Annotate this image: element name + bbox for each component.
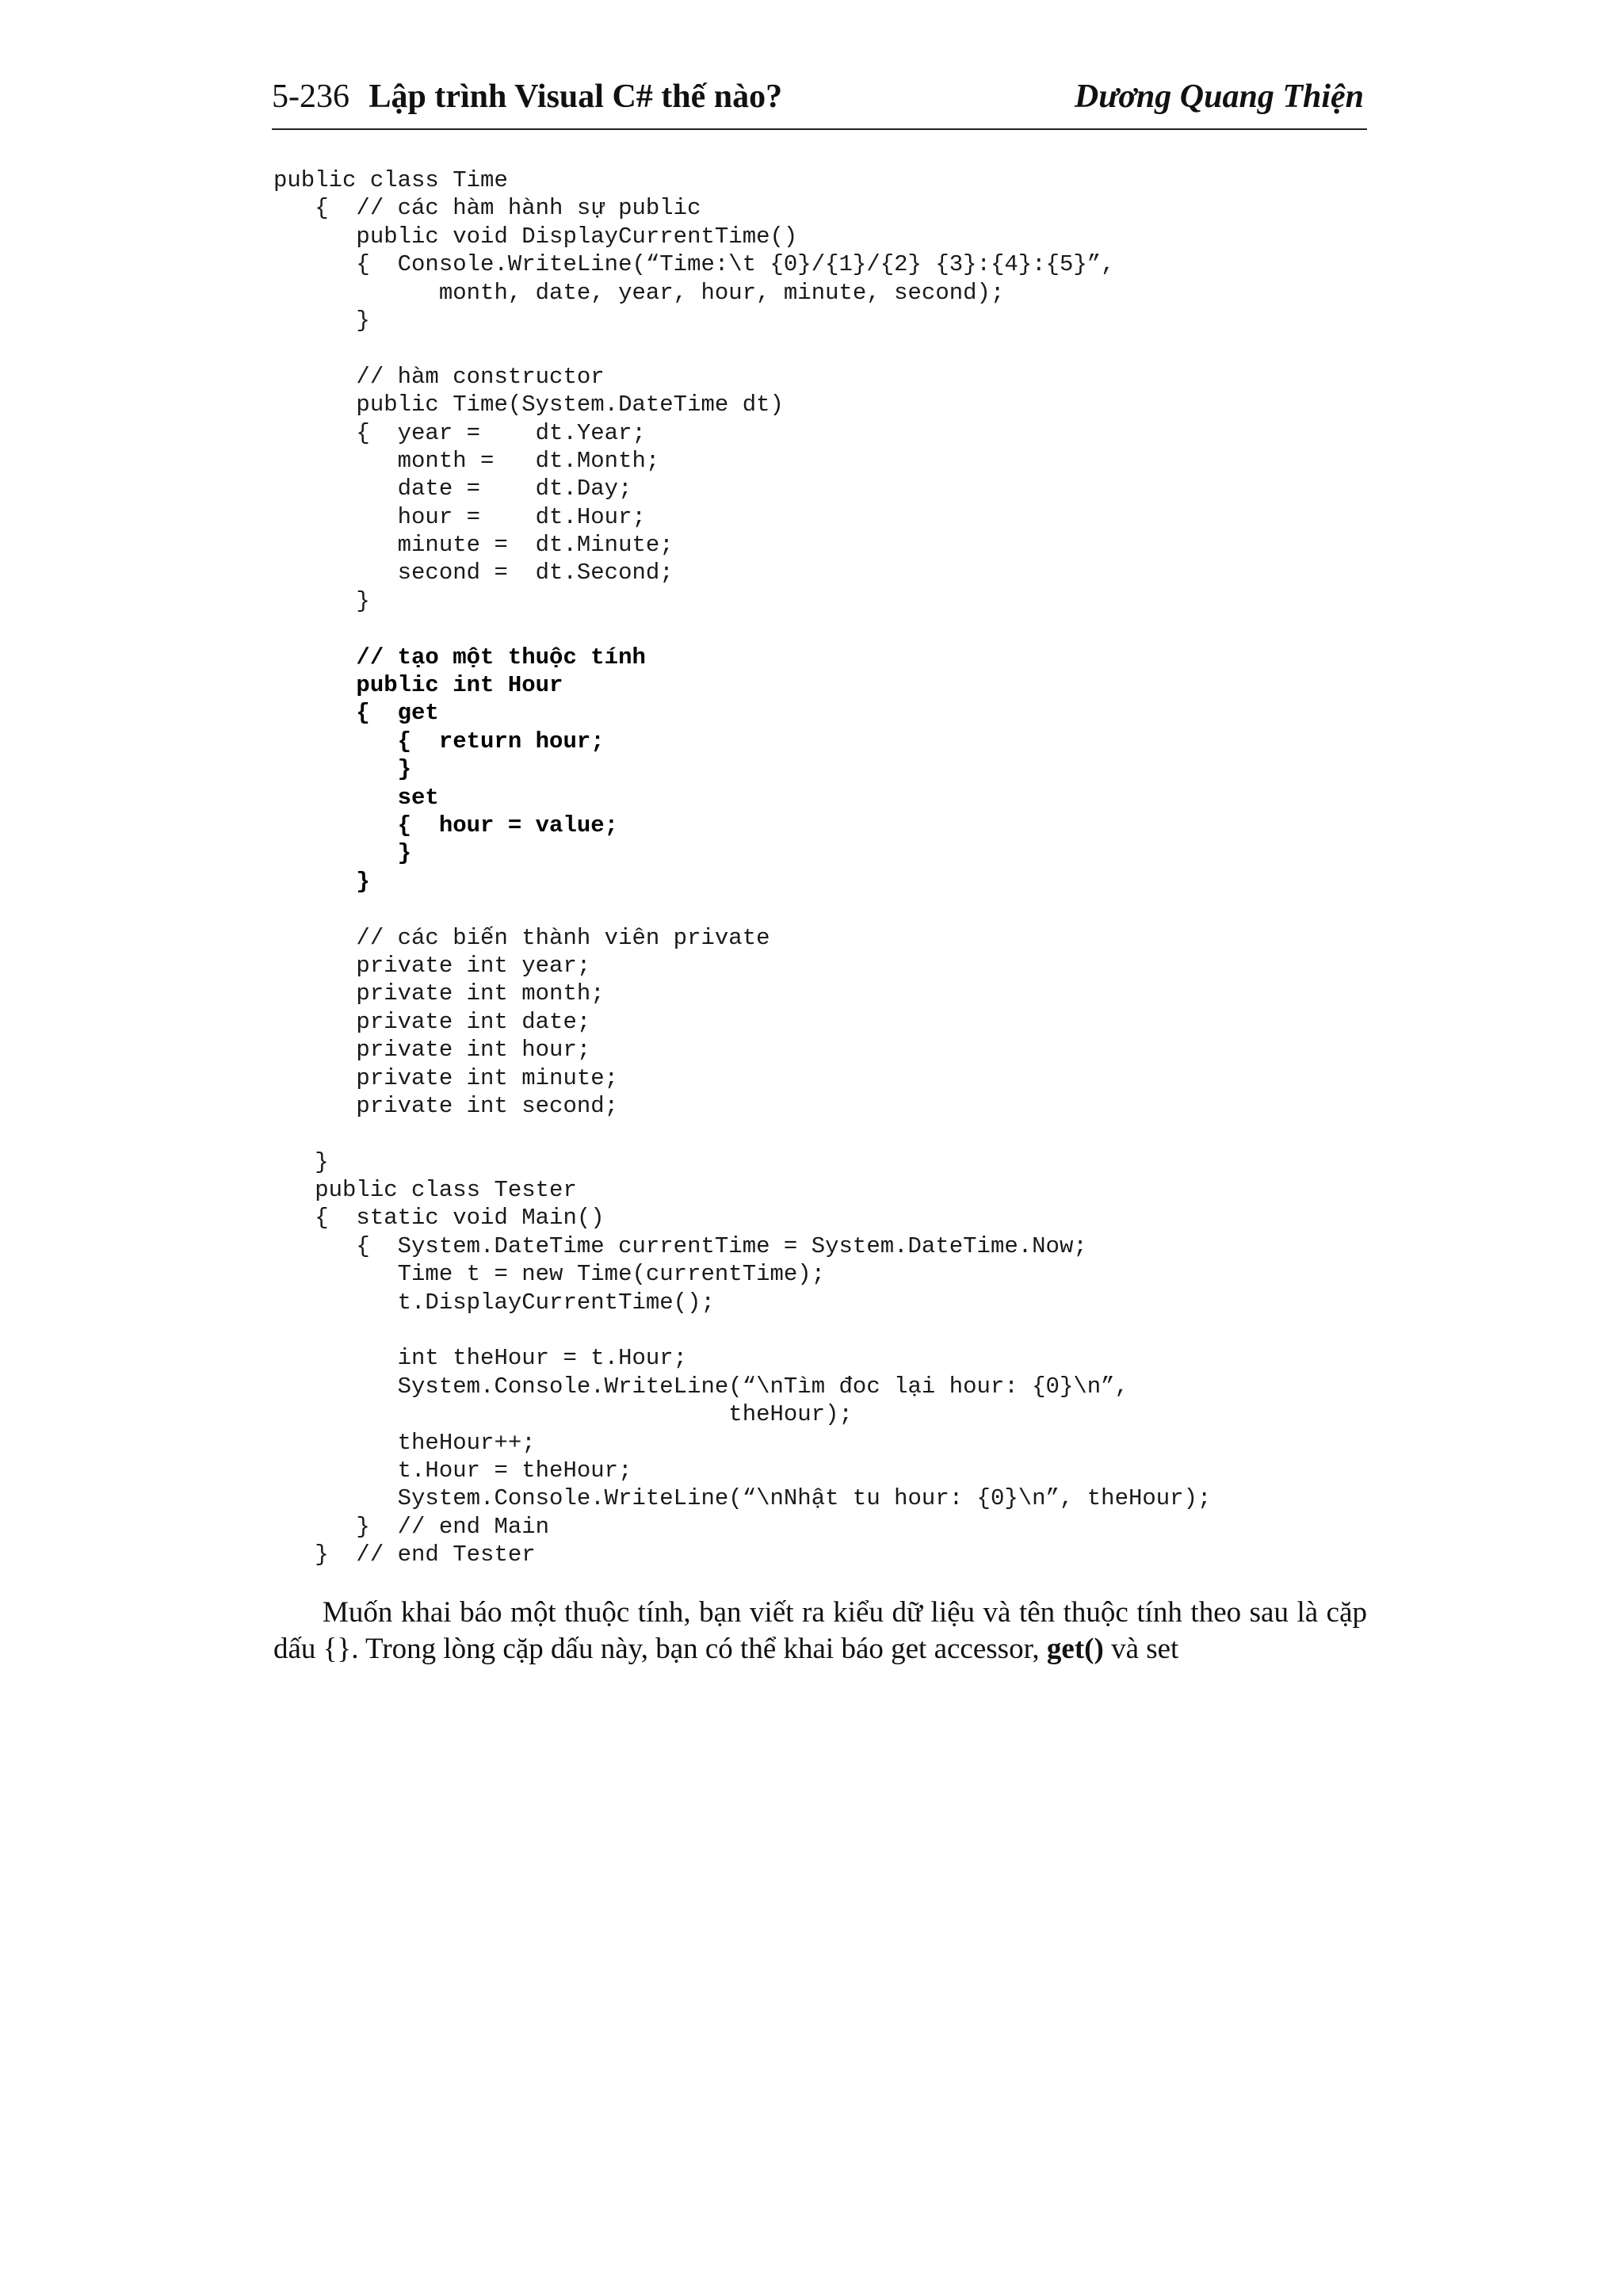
code-line: } (273, 307, 370, 334)
code-line: minute = dt.Minute; (273, 532, 674, 559)
code-line: private int second; (273, 1092, 619, 1119)
code-line: Time t = new Time(currentTime); (273, 1261, 826, 1288)
code-line: System.Console.WriteLine(“\nTìm đoc lại hour: {0}\n”, (273, 1373, 1128, 1400)
code-line: } (273, 1148, 329, 1175)
code-line: public Time(System.DateTime dt) (273, 392, 784, 418)
author-name: Dương Quang Thiện (1074, 78, 1364, 115)
code-line: { // các hàm hành sự public (273, 195, 701, 222)
code-line: int theHour = t.Hour; (273, 1345, 688, 1372)
code-line: { hour = value; (273, 812, 619, 839)
code-line: { return hour; (273, 728, 605, 755)
code-line: } (273, 840, 412, 867)
code-line (273, 1120, 1211, 1148)
code-line: theHour++; (273, 1429, 536, 1456)
code-line: public void DisplayCurrentTime() (273, 223, 798, 250)
code-line: month, date, year, hour, minute, second); (273, 279, 1005, 306)
code-line: private int month; (273, 980, 605, 1007)
code-line: // các biến thành viên private (273, 924, 770, 951)
code-line: private int hour; (273, 1037, 591, 1064)
code-listing (273, 166, 1211, 1569)
code-line: // tạo một thuộc tính (273, 644, 646, 670)
code-line: private int year; (273, 952, 591, 979)
header-left (272, 78, 782, 116)
code-line (273, 334, 1211, 362)
code-line: date = dt.Day; (273, 476, 632, 502)
code-line (273, 1316, 1211, 1344)
code-line: set (273, 784, 439, 811)
code-line: second = dt.Second; (273, 560, 674, 586)
code-line: hour = dt.Hour; (273, 503, 646, 530)
code-line: { System.DateTime currentTime = System.DateTime.Now; (273, 1232, 1087, 1259)
paragraph-text (273, 1595, 1367, 1668)
code-line: private int minute; (273, 1064, 619, 1091)
code-line: System.Console.WriteLine(“\nNhật tu hour: {0}\n”, theHour); (273, 1485, 1212, 1512)
body-paragraph (273, 1595, 1367, 1668)
paragraph-part-1: Muốn khai báo một thuộc tính, bạn viết ra kiểu dữ liệu và tên thuộc tính theo sau là cặp dấu {}. Trong lòng cặp dấu này, bạn có thể khai báo get accessor, (273, 1596, 1367, 1665)
code-line: } (273, 868, 370, 895)
code-line: } // end Main (273, 1513, 550, 1540)
paragraph-bold-term: get() (1046, 1633, 1104, 1665)
code-line: { get (273, 700, 439, 727)
page-number: 5-236 (272, 78, 349, 115)
paragraph-part-2: và set (1103, 1633, 1179, 1665)
book-title: Lập trình Visual C# thế nào? (369, 78, 783, 115)
code-line: theHour); (273, 1401, 853, 1428)
code-line: { year = dt.Year; (273, 419, 646, 446)
code-line: public class Tester (273, 1177, 577, 1204)
code-line (273, 896, 1211, 923)
code-line: } (273, 587, 370, 614)
code-line: } (273, 756, 412, 783)
code-line: public class Time (273, 167, 508, 193)
code-line: month = dt.Month; (273, 447, 660, 474)
code-line (273, 615, 1211, 643)
code-line: t.Hour = theHour; (273, 1457, 632, 1484)
code-line: t.DisplayCurrentTime(); (273, 1289, 715, 1316)
code-line: { static void Main() (273, 1205, 605, 1232)
code-line: // hàm constructor (273, 363, 605, 390)
code-line: } // end Tester (273, 1541, 536, 1568)
code-line: public int Hour (273, 672, 563, 699)
code-line: { Console.WriteLine(“Time:\t {0}/{1}/{2} {3}:{4}:{5}”, (273, 251, 1115, 278)
page-header (272, 73, 1367, 130)
code-line: private int date; (273, 1008, 591, 1035)
